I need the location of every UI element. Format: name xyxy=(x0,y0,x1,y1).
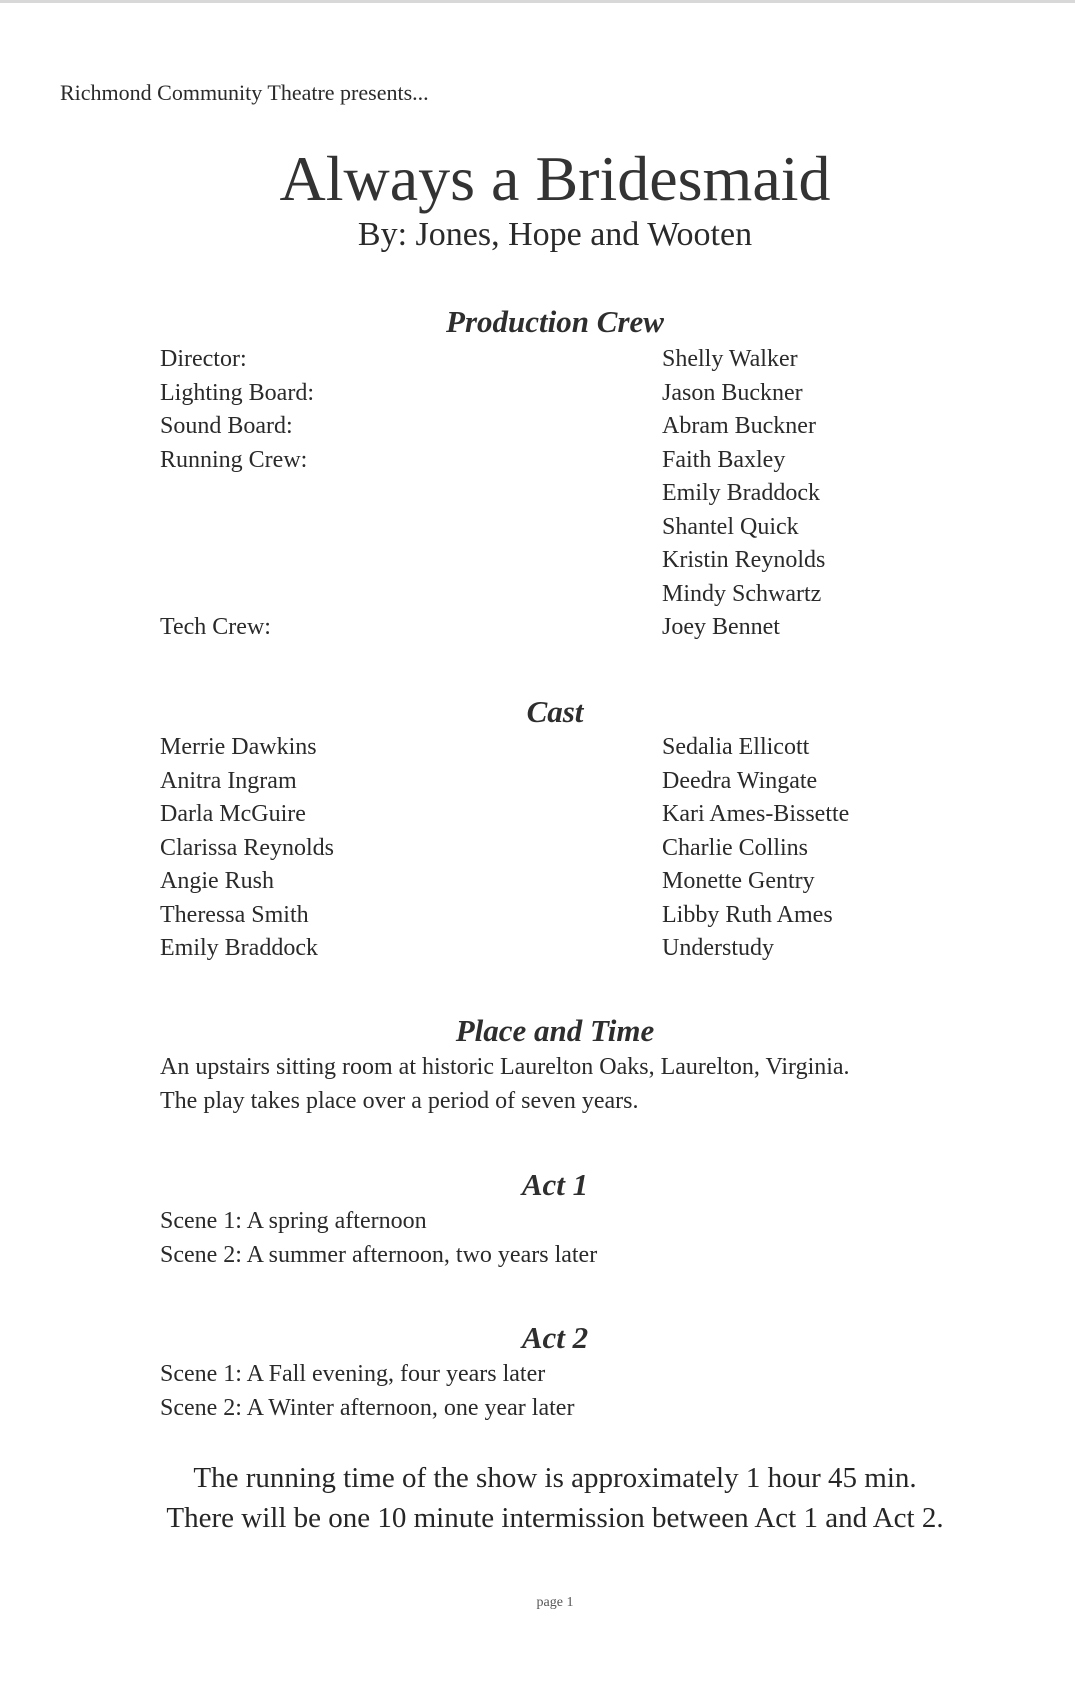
crew-role: Running Crew: xyxy=(160,446,308,473)
cast-heading: Cast xyxy=(526,694,584,729)
cast-character: Monette Gentry xyxy=(662,868,815,894)
production-crew-heading: Production Crew xyxy=(446,304,664,339)
page-edge xyxy=(0,0,1075,3)
cast-character: Sedalia Ellicott xyxy=(662,734,810,760)
play-title: Always a Bridesmaid xyxy=(279,143,831,214)
cast-actor: Darla McGuire xyxy=(160,801,306,827)
play-authors: By: Jones, Hope and Wooten xyxy=(357,216,753,253)
place-and-time-text xyxy=(160,1050,850,1118)
act1-scene: Scene 2: A summer afternoon, two years later xyxy=(160,1242,598,1268)
crew-member: Emily Braddock xyxy=(662,480,820,506)
crew-member: Shantel Quick xyxy=(662,513,799,540)
crew-member: Shelly Walker xyxy=(662,346,798,372)
act2-scene: Scene 1: A Fall evening, four years later xyxy=(160,1361,546,1387)
crew-role: Lighting Board: xyxy=(160,379,314,406)
cast-character: Understudy xyxy=(662,935,774,961)
act1-heading: Act 1 xyxy=(521,1167,589,1202)
act2-scenes xyxy=(160,1357,574,1425)
crew-member: Jason Buckner xyxy=(662,379,803,406)
cast-actor: Anitra Ingram xyxy=(160,767,297,794)
crew-member: Joey Bennet xyxy=(662,614,780,640)
cast-character: Libby Ruth Ames xyxy=(662,901,833,928)
crew-role: Director: xyxy=(160,346,247,372)
act2-scene: Scene 2: A Winter afternoon, one year later xyxy=(160,1395,575,1421)
cast-character: Charlie Collins xyxy=(662,834,808,861)
crew-role xyxy=(160,578,314,612)
crew-role: Sound Board: xyxy=(160,413,293,439)
act1-scenes xyxy=(160,1204,597,1272)
act1-scene: Scene 1: A spring afternoon xyxy=(160,1208,427,1234)
cast-actor: Clarissa Reynolds xyxy=(160,834,334,861)
intermission-line: There will be one 10 minute intermission between Act 1 and Act 2. xyxy=(166,1502,944,1534)
time-line: The play takes place over a period of seven years. xyxy=(160,1088,639,1114)
crew-role xyxy=(160,511,314,545)
crew-role xyxy=(160,544,314,578)
cast-characters-list xyxy=(662,731,849,966)
cast-character: Kari Ames-Bissette xyxy=(662,801,850,827)
presenter-line: Richmond Community Theatre presents... xyxy=(60,80,429,105)
crew-role xyxy=(160,477,314,511)
crew-member: Kristin Reynolds xyxy=(662,547,826,573)
place-line: An upstairs sitting room at historic Laurelton Oaks, Laurelton, Virginia. xyxy=(160,1054,850,1080)
crew-role: Tech Crew: xyxy=(160,614,271,640)
crew-member: Mindy Schwartz xyxy=(662,580,822,607)
running-time-line: The running time of the show is approximately 1 hour 45 min. xyxy=(193,1462,917,1494)
cast-actor: Angie Rush xyxy=(160,868,274,894)
running-time-note xyxy=(0,1458,1075,1538)
cast-actors-list xyxy=(160,731,334,966)
cast-actor: Theressa Smith xyxy=(160,901,309,928)
cast-actor: Merrie Dawkins xyxy=(160,734,317,760)
crew-member: Faith Baxley xyxy=(662,446,786,473)
crew-roles-list xyxy=(160,343,314,645)
crew-member: Abram Buckner xyxy=(662,413,816,439)
cast-character: Deedra Wingate xyxy=(662,767,818,794)
crew-names-list xyxy=(662,343,825,645)
page-number: page 1 xyxy=(536,1595,574,1610)
act2-heading: Act 2 xyxy=(521,1320,589,1355)
cast-actor: Emily Braddock xyxy=(160,935,318,961)
place-and-time-heading: Place and Time xyxy=(455,1013,655,1048)
